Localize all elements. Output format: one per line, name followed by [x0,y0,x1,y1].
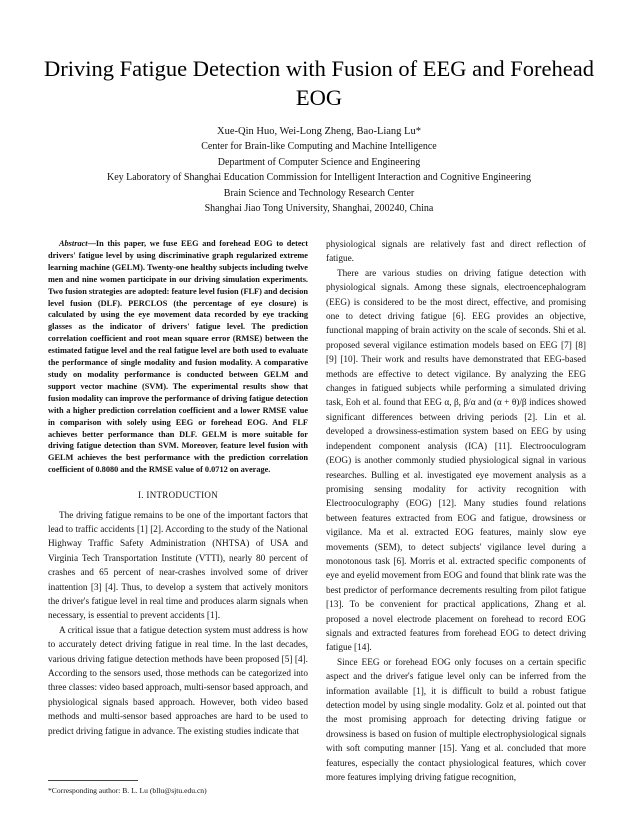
body-paragraph: There are various studies on driving fatigue detection with physiological signals. Among these signals, electroencephalogram (EEG) is considered to be the most direct, effective, and promising one to detect driving fatigue [6]. EEG provides an objective, functional mapping of brain activity on the scale of seconds. Shi et al. proposed several vigilance estimation models based on EEG [7] [8] [9] [10]. Their work and results have demonstrated that EEG-based methods are effective to detect vigilance. By analyzing the EEG changes in fatigued subjects while performing a simulated driving task, Eoh et al. found that EEG α, β, β/α and (α + θ)/β indices showed significant differences between driving periods [2]. Lin et al. developed a drowsiness-estimation system based on EEG by using independent component analysis (ICA) [11]. Electrooculogram (EOG) is another commonly studied physiological signal in various researches. Bulling et al. investigated eye movement analysis as a promising sensing modality for activity recognition with Electrooculography (EOG) [12]. Many studies found relations between features extracted from EOG and fatigue, drowsiness or vigilance. Ma et al. extracted EOG features, mainly slow eye movements (SEM), to detect subjects' vigilance level during a monotonous task [6]. Morris et al. extracted specific components of eye and eyelid movement from EOG and found that blink rate was the best predictor of performance decrements resulting from pilot fatigue [13]. To be convenient for practical applications, Zhang et al. proposed a novel electrode placement on forehead to record EOG signals and extracted features from forehead EOG to detect driving fatigue [14]. [326,268,586,654]
abstract-label: Abstract [59,239,88,248]
affiliation-line: Brain Science and Technology Research Center [223,187,415,199]
body-paragraph: Since EEG or forehead EOG only focuses on a certain specific aspect and the driver's fatigue level only can be inferred from the information available [1], it is difficult to build a robust fatigue detection model by using single modality. Golz et al. pointed out that the most promising approach for detecting driving fatigue or drowsiness is based on fusion of multiple electrophysiological signals with soft computing manner [15]. Yang et al. concluded that more features, especially the contact physiological features, which cover more features implying driving fatigue recognition, [326,657,586,784]
author-block [40,124,598,216]
abstract-text: —In this paper, we fuse EEG and forehead EOG to detect drivers' fatigue level by using discriminative graph regularized extreme learning machine (GELM). Twenty-one healthy subjects including twelve men and nine women participate in our driving simulation experiments. Two fusion strategies are adopted: feature level fusion (FLF) and decision level fusion (DLF). PERCLOS (the percentage of eye closure) is calculated by using the eye movement data recorded by eye tracking glasses as the indicator of drivers' fatigue level. The prediction correlation coefficient and root mean square error (RMSE) between the estimated fatigue level and the real fatigue level are both used to evaluate the performance of single modality and fusion modality. A comparative study on modality performance is conducted between GELM and support vector machine (SVM). The experimental results show that fusion modality can improve the performance of driving fatigue detection with a higher prediction correlation coefficient and a lower RMSE value in comparison with solely using EEG or forehead EOG. And FLF achieves better performance than DLF. GELM is more suitable for driving fatigue detection than SVM. Moreover, feature level fusion with GELM achieves the best performance with the prediction correlation coefficient of 0.8080 and the RMSE value of 0.0712 on average. [48,239,308,475]
abstract [48,238,308,476]
section-heading: I. INTRODUCTION [138,490,218,501]
author-names: Xue-Qin Huo, Wei-Long Zheng, Bao-Liang Lu* [217,126,421,137]
footnote: *Corresponding author: B. L. Lu (bllu@sjtu.edu.cn) [48,786,207,795]
left-column [48,238,308,739]
affiliation-line: Department of Computer Science and Engineering [217,156,421,168]
body-paragraph: The driving fatigue remains to be one of the important factors that lead to traffic accidents [1] [2]. According to the study of the National Highway Traffic Safety Administration (NHTSA) of USA and Virginia Tech Transportation Institute (VTTI), nearly 80 percent of crashes and 65 percent of near-crashes involved some of driver inattention [3] [4]. Thus, to develop a system that actively monitors the driver's fatigue level in real time and produces alarm signals when necessary, is essential to prevent accidents [1]. [48,510,308,622]
paper-title: Driving Fatigue Detection with Fusion of EEG and Forehead EOG [44,56,594,110]
affiliation-line: Key Laboratory of Shanghai Education Commission for Intelligent Interaction and Cognitive Engineering [106,172,532,184]
body-paragraph: A critical issue that a fatigue detection system must address is how to accurately detect driving fatigue in real time. In the last decades, various driving fatigue detection methods have been proposed [5] [4]. According to the sensors used, those methods can be categorized into three classes: video based approach, multi-sensor based approach, and physiological signals based approach. However, both video based methods and multi-sensor based approaches are hard to be used to predict driving fatigue in advance. The existing studies indicate that [48,625,308,737]
body-paragraph: physiological signals are relatively fast and direct reflection of fatigue. [326,240,586,265]
footnote-divider [48,780,138,781]
affiliation-line: Center for Brain-like Computing and Machine Intelligence [201,141,437,153]
affiliation-line: Shanghai Jiao Tong University, Shanghai, 200240, China [204,203,434,215]
right-column [326,238,586,785]
